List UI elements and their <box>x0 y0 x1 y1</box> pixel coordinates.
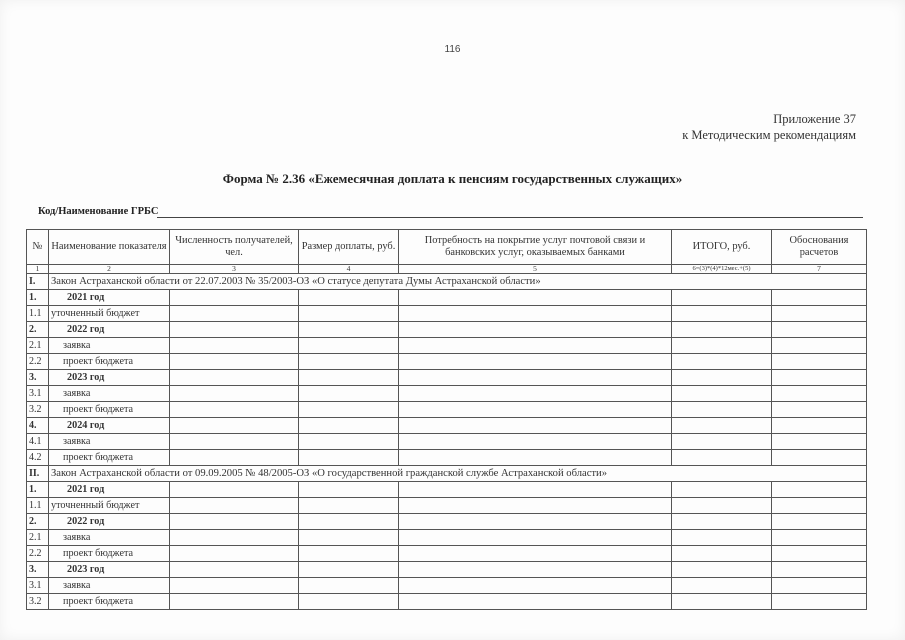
empty-cell[interactable] <box>299 514 399 530</box>
grbs-fill-line <box>157 217 863 218</box>
column-number: 7 <box>772 265 867 274</box>
empty-cell[interactable] <box>299 386 399 402</box>
row-number: 1. <box>27 290 49 306</box>
row-label: уточненный бюджет <box>49 498 170 514</box>
empty-cell[interactable] <box>772 562 867 578</box>
row-label: проект бюджета <box>49 354 170 370</box>
row-label: уточненный бюджет <box>49 306 170 322</box>
empty-cell[interactable] <box>772 418 867 434</box>
header-cell: Численность получателей, чел. <box>170 230 299 265</box>
empty-cell[interactable] <box>170 370 299 386</box>
empty-cell[interactable] <box>170 594 299 610</box>
row-number: 3. <box>27 562 49 578</box>
empty-cell[interactable] <box>399 450 672 466</box>
empty-cell[interactable] <box>672 354 772 370</box>
column-number: 3 <box>170 265 299 274</box>
header-cell: ИТОГО, руб. <box>672 230 772 265</box>
empty-cell[interactable] <box>399 434 672 450</box>
row-label: заявка <box>49 386 170 402</box>
form-title: Форма № 2.36 «Ежемесячная доплата к пенсиям государственных служащих» <box>222 171 683 186</box>
empty-cell[interactable] <box>170 402 299 418</box>
row-label: 2024 год <box>49 418 170 434</box>
row-label: заявка <box>49 338 170 354</box>
header-cell: Размер доплаты, руб. <box>299 230 399 265</box>
empty-cell[interactable] <box>170 386 299 402</box>
empty-cell[interactable] <box>399 290 672 306</box>
empty-cell[interactable] <box>772 578 867 594</box>
column-number: 4 <box>299 265 399 274</box>
row-label: 2023 год <box>49 562 170 578</box>
empty-cell[interactable] <box>170 482 299 498</box>
empty-cell[interactable] <box>299 434 399 450</box>
table-row <box>27 594 867 610</box>
empty-cell[interactable] <box>672 338 772 354</box>
row-number: 3.1 <box>27 386 49 402</box>
table-row <box>27 546 867 562</box>
row-label: проект бюджета <box>49 450 170 466</box>
row-number: 2. <box>27 322 49 338</box>
empty-cell[interactable] <box>772 370 867 386</box>
empty-cell[interactable] <box>299 578 399 594</box>
empty-cell[interactable] <box>772 386 867 402</box>
empty-cell[interactable] <box>299 498 399 514</box>
empty-cell[interactable] <box>672 434 772 450</box>
appendix-note <box>682 111 856 143</box>
empty-cell[interactable] <box>170 530 299 546</box>
empty-cell[interactable] <box>299 546 399 562</box>
empty-cell[interactable] <box>299 370 399 386</box>
empty-cell[interactable] <box>299 530 399 546</box>
empty-cell[interactable] <box>772 338 867 354</box>
table-row <box>27 514 867 530</box>
row-label: 2023 год <box>49 370 170 386</box>
header-cell: Наименование показателя <box>49 230 170 265</box>
empty-cell[interactable] <box>672 594 772 610</box>
table-body <box>27 274 867 610</box>
section-title: Закон Астраханской области от 22.07.2003 № 35/2003-ОЗ «О статусе депутата Думы Астраханской области» <box>49 274 867 290</box>
empty-cell[interactable] <box>299 322 399 338</box>
row-label: заявка <box>49 434 170 450</box>
row-label: проект бюджета <box>49 546 170 562</box>
empty-cell[interactable] <box>170 418 299 434</box>
empty-cell[interactable] <box>772 306 867 322</box>
empty-cell[interactable] <box>399 322 672 338</box>
empty-cell[interactable] <box>399 338 672 354</box>
section-title: Закон Астраханской области от 09.09.2005 № 48/2005-ОЗ «О государственной гражданской службе Астраханской области» <box>49 466 867 482</box>
empty-cell[interactable] <box>170 450 299 466</box>
empty-cell[interactable] <box>672 578 772 594</box>
row-label: проект бюджета <box>49 402 170 418</box>
row-number: 1.1 <box>27 498 49 514</box>
empty-cell[interactable] <box>672 290 772 306</box>
table-row <box>27 434 867 450</box>
empty-cell[interactable] <box>399 594 672 610</box>
table-row <box>27 578 867 594</box>
empty-cell[interactable] <box>299 354 399 370</box>
table-row <box>27 354 867 370</box>
header-cell: Обоснования расчетов <box>772 230 867 265</box>
grbs-label: Код/Наименование ГРБС <box>38 206 159 217</box>
empty-cell[interactable] <box>772 322 867 338</box>
column-number-formula: 6=(3)*(4)*12мес.+(5) <box>672 265 772 274</box>
empty-cell[interactable] <box>399 386 672 402</box>
empty-cell[interactable] <box>772 482 867 498</box>
empty-cell[interactable] <box>672 498 772 514</box>
row-number: 2.1 <box>27 530 49 546</box>
column-number: 5 <box>399 265 672 274</box>
empty-cell[interactable] <box>672 306 772 322</box>
empty-cell[interactable] <box>772 530 867 546</box>
empty-cell[interactable] <box>672 450 772 466</box>
table-row <box>27 386 867 402</box>
empty-cell[interactable] <box>399 482 672 498</box>
empty-cell[interactable] <box>399 578 672 594</box>
empty-cell[interactable] <box>772 514 867 530</box>
appendix-line-2: к Методическим рекомендациям <box>682 128 856 142</box>
table-row <box>27 370 867 386</box>
row-number: 2.2 <box>27 354 49 370</box>
empty-cell[interactable] <box>170 514 299 530</box>
empty-cell[interactable] <box>299 482 399 498</box>
empty-cell[interactable] <box>672 402 772 418</box>
appendix-line-1: Приложение 37 <box>773 112 856 126</box>
empty-cell[interactable] <box>399 546 672 562</box>
empty-cell[interactable] <box>299 562 399 578</box>
empty-cell[interactable] <box>299 418 399 434</box>
empty-cell[interactable] <box>299 306 399 322</box>
row-label: 2022 год <box>49 514 170 530</box>
row-number: 1. <box>27 482 49 498</box>
empty-cell[interactable] <box>170 306 299 322</box>
column-number: 2 <box>49 265 170 274</box>
row-number: 4.1 <box>27 434 49 450</box>
row-number: 1.1 <box>27 306 49 322</box>
empty-cell[interactable] <box>299 594 399 610</box>
header-cell: Потребность на покрытие услуг почтовой связи и банковских услуг, оказываемых банками <box>399 230 672 265</box>
row-number: 4. <box>27 418 49 434</box>
empty-cell[interactable] <box>672 370 772 386</box>
empty-cell[interactable] <box>672 514 772 530</box>
empty-cell[interactable] <box>772 546 867 562</box>
empty-cell[interactable] <box>772 354 867 370</box>
empty-cell[interactable] <box>299 450 399 466</box>
empty-cell[interactable] <box>672 386 772 402</box>
form-table <box>26 229 867 610</box>
empty-cell[interactable] <box>672 530 772 546</box>
empty-cell[interactable] <box>399 402 672 418</box>
table-row <box>27 562 867 578</box>
column-number-row <box>27 265 867 274</box>
row-label: заявка <box>49 530 170 546</box>
empty-cell[interactable] <box>170 578 299 594</box>
row-number: 3.2 <box>27 402 49 418</box>
empty-cell[interactable] <box>399 530 672 546</box>
table-row <box>27 402 867 418</box>
empty-cell[interactable] <box>772 450 867 466</box>
table-row <box>27 482 867 498</box>
empty-cell[interactable] <box>170 498 299 514</box>
empty-cell[interactable] <box>772 434 867 450</box>
empty-cell[interactable] <box>299 402 399 418</box>
empty-cell[interactable] <box>672 418 772 434</box>
section-row <box>27 274 867 290</box>
row-number: 3.2 <box>27 594 49 610</box>
empty-cell[interactable] <box>772 290 867 306</box>
row-number: 3.1 <box>27 578 49 594</box>
empty-cell[interactable] <box>672 482 772 498</box>
empty-cell[interactable] <box>170 322 299 338</box>
empty-cell[interactable] <box>170 338 299 354</box>
table-row <box>27 498 867 514</box>
empty-cell[interactable] <box>170 434 299 450</box>
row-label: заявка <box>49 578 170 594</box>
empty-cell[interactable] <box>170 354 299 370</box>
table-row <box>27 418 867 434</box>
empty-cell[interactable] <box>399 306 672 322</box>
empty-cell[interactable] <box>672 562 772 578</box>
table-row <box>27 306 867 322</box>
table-row <box>27 322 867 338</box>
empty-cell[interactable] <box>672 546 772 562</box>
empty-cell[interactable] <box>672 322 772 338</box>
empty-cell[interactable] <box>399 370 672 386</box>
table-row <box>27 290 867 306</box>
empty-cell[interactable] <box>399 498 672 514</box>
empty-cell[interactable] <box>772 498 867 514</box>
row-number: 2. <box>27 514 49 530</box>
row-label: 2022 год <box>49 322 170 338</box>
row-label: 2021 год <box>49 482 170 498</box>
empty-cell[interactable] <box>170 562 299 578</box>
column-number: 1 <box>27 265 49 274</box>
empty-cell[interactable] <box>399 514 672 530</box>
row-number: 2.1 <box>27 338 49 354</box>
section-number: II. <box>27 466 49 482</box>
row-label: проект бюджета <box>49 594 170 610</box>
empty-cell[interactable] <box>299 290 399 306</box>
empty-cell[interactable] <box>772 402 867 418</box>
row-label: 2021 год <box>49 290 170 306</box>
table-row <box>27 450 867 466</box>
section-number: I. <box>27 274 49 290</box>
row-number: 2.2 <box>27 546 49 562</box>
empty-cell[interactable] <box>299 338 399 354</box>
empty-cell[interactable] <box>399 562 672 578</box>
empty-cell[interactable] <box>399 354 672 370</box>
header-cell: № <box>27 230 49 265</box>
section-row <box>27 466 867 482</box>
empty-cell[interactable] <box>772 594 867 610</box>
empty-cell[interactable] <box>399 418 672 434</box>
empty-cell[interactable] <box>170 546 299 562</box>
row-number: 4.2 <box>27 450 49 466</box>
table-row <box>27 338 867 354</box>
table-row <box>27 530 867 546</box>
empty-cell[interactable] <box>170 290 299 306</box>
header-row <box>27 230 867 265</box>
page-number: 116 <box>444 44 461 55</box>
row-number: 3. <box>27 370 49 386</box>
